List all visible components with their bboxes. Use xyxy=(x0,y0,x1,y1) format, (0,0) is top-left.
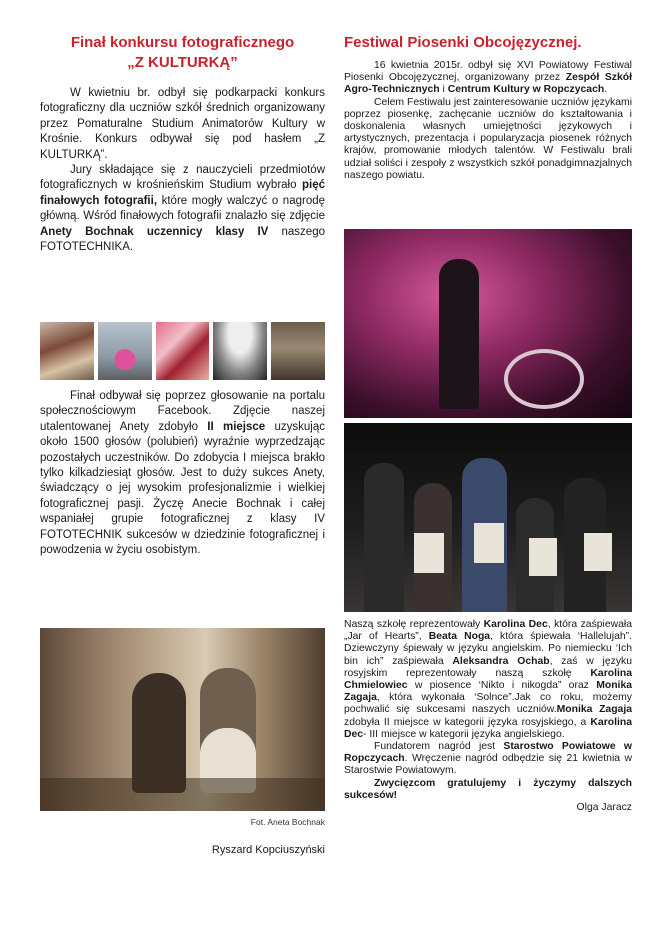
paragraph: 16 kwietnia 2015r. odbył się XVI Powiatowy Festiwal Piosenki Obcojęzycznej, organizowany przez Zespół Szkół Agro-Technicznych i Centrum Kultury w Ropczycach. xyxy=(344,60,632,96)
thumbnail-photo xyxy=(40,322,94,380)
right-article-body-2 xyxy=(344,619,632,814)
photo-credit: Fot. Aneta Bochnak xyxy=(250,817,325,827)
finalist-thumbnails xyxy=(40,322,325,380)
awards-photo xyxy=(344,423,632,612)
diploma xyxy=(529,538,557,576)
author-signature: Olga Jaracz xyxy=(576,802,632,814)
paragraph: Celem Festiwalu jest zainteresowanie uczniów językami poprzez piosenkę, zachęcanie uczniów do kształtowania i doskonalenia własnych umiejętności językowych i artystycznych, prezentacja i popularyzacja piosenek różnych krajów, promowanie młodych talentów. W Festiwalu brali udział soliści i zespoły z wszystkich szkół ponadgimnazjalnych naszego powiatu. xyxy=(344,96,632,181)
left-article-body-2 xyxy=(40,389,325,558)
diploma xyxy=(584,533,612,571)
concert-photo xyxy=(344,229,632,418)
girl-figure xyxy=(364,463,404,612)
author-signature: Ryszard Kopciuszyński xyxy=(211,844,325,856)
right-article-body-1 xyxy=(344,60,632,182)
woman-figure xyxy=(200,668,256,793)
paragraph: Zwycięzcom gratulujemy i życzymy dalszych sukcesów! xyxy=(344,777,632,801)
right-article-title: Festiwal Piosenki Obcojęzycznej. xyxy=(344,34,582,51)
drum-kit xyxy=(504,349,584,409)
title-line-2: „Z KULTURKĄ” xyxy=(127,54,238,71)
thumbnail-photo xyxy=(156,322,210,380)
paragraph: W kwietniu br. odbył się podkarpacki konkurs fotograficzny dla uczniów szkół średnich organizowany przez Pomaturalne Studium Animatorów Kultury w Krośnie. Konkurs odbywał się pod hasłem „Z KULTURKĄ”. xyxy=(40,87,325,161)
title-line-1: Finał konkursu fotograficznego xyxy=(70,34,295,51)
paragraph: Fundatorem nagród jest Starostwo Powiatowe w Ropczycach. Wręczenie nagród odbędzie się 21 kwietnia w Starostwie Powiatowym. xyxy=(344,741,632,777)
thumbnail-photo xyxy=(271,322,325,380)
man-figure xyxy=(132,673,186,793)
left-article-title xyxy=(40,33,325,73)
paragraph: Jury składające się z nauczycieli przedmiotów fotograficznych w krośnieńskim Studium wybrało pięć finałowych fotografii, które mogły walczyć o nagrodę główną. Wśród finałowych fotografii znalazło się zdjęcie Anety Bochnak uczennicy klasy IV naszego FOTOTECHNIKA. xyxy=(40,164,326,254)
diploma xyxy=(414,533,444,573)
steps xyxy=(40,778,325,811)
paragraph: Naszą szkołę reprezentowały Karolina Dec, która zaśpiewała „Jar of Hearts”, Beata Noga, która śpiewała ‘Hallelujah”. Dziewczyny śpiewały w języku angielskim. Po niemiecku ‘Ich bin ich” zaśpiewała Aleksandra Ochab, zaś w języku rosyjskim reprezentowały naszą szkołę Karolina Chmielowiec w piosence ‘Nikto i nikogda” oraz Monika Zagaja, która wykonała ‘Solnce”.Jak co roku, możemy pochwalić się sukcesami naszych uczniów.Monika Zagaja zdobyła II miejsce w kategorii języka rosyjskiego, a Karolina Dec- III miejsce w kategorii języka angielskiego. xyxy=(344,619,633,740)
left-article-body-1 xyxy=(40,86,325,255)
singer-figure xyxy=(439,259,479,409)
winning-photo xyxy=(40,628,325,811)
thumbnail-photo xyxy=(213,322,267,380)
paragraph: Finał odbywał się poprzez głosowanie na portalu społecznościowym Facebook. Zdjęcie naszej utalentowanej Anety zdobyło II miejsce uzyskując około 1500 głosów (polubień) wyraźnie wyprzedzając pozostałych uczestników. Do zdobycia I miejsca brakło tylko kilkadziesiąt głosów. Jest to duży sukces Anety, świadczący o jej wysokim profesjonalizmie i wielkiej fotograficznej pasji. Życzę Anecie Bochnak i całej wspaniałej grupie fotograficznej z klasy IV FOTOTECHNIK sukcesów w dziedzinie fotograficznej i powodzenia w życiu osobistym. xyxy=(40,390,325,557)
diploma xyxy=(474,523,504,563)
thumbnail-photo xyxy=(98,322,152,380)
